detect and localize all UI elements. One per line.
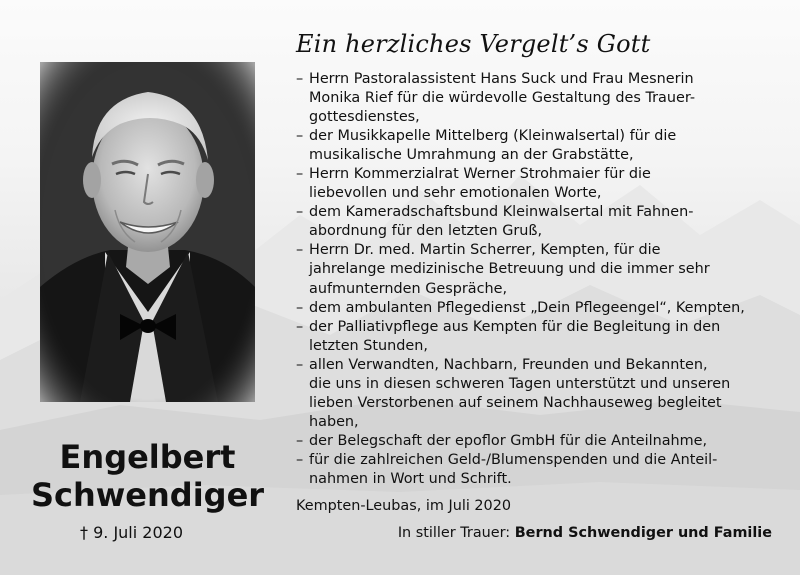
list-dash: – (296, 356, 304, 373)
thanks-line: haben, (309, 413, 359, 430)
portrait-photo (40, 62, 255, 402)
thanks-line: allen Verwandten, Nachbarn, Freunden und Bekannten, – (296, 356, 781, 375)
thanks-line: Herrn Dr. med. Martin Scherrer, Kempten, für die – (296, 241, 781, 260)
thanks-line: letzten Stunden, (309, 337, 428, 354)
thanks-line: abordnung für den letzten Gruß, (309, 223, 543, 240)
thanks-line: Herrn Pastoralassistent Hans Suck und Frau Mesnerin – (296, 70, 781, 89)
list-dash: – (296, 128, 304, 145)
thanks-list (296, 70, 781, 489)
thanks-line: lieben Verstorbenen auf seinem Nachhauseweg begleitet (309, 394, 722, 411)
thanks-line: dem ambulanten Pflegedienst „Dein Pflegeengel“, Kempten, – (296, 299, 781, 318)
list-dash: – (296, 166, 304, 183)
place-and-date: Kempten-Leubas, im Juli 2020 (296, 498, 512, 514)
thanks-line: aufmunternden Gespräche, (309, 280, 508, 297)
thanks-title: Ein herzliches Vergelt’s Gott (296, 30, 651, 58)
thanks-line: der Palliativpflege aus Kempten für die Begleitung in den – (296, 318, 781, 337)
thanks-line: der Belegschaft der epoflor GmbH für die Anteilnahme, – (296, 432, 781, 451)
deceased-name (30, 438, 265, 514)
thanks-line: nahmen in Wort und Schrift. (309, 470, 512, 487)
deceased-first-name: Engelbert (59, 438, 236, 476)
thanks-line: Herrn Kommerzialrat Werner Strohmaier für die – (296, 165, 781, 184)
thanks-line: musikalische Umrahmung an der Grabstätte, (309, 147, 634, 164)
thanks-line: Monika Rief für die würdevolle Gestaltung des Trauer- (309, 90, 696, 107)
thanks-line: der Musikkapelle Mittelberg (Kleinwalsertal) für die – (296, 127, 781, 146)
thanks-line: die uns in diesen schweren Tagen unterstützt und unseren (309, 375, 731, 392)
list-dash: – (296, 71, 304, 87)
thanks-line: für die zahlreichen Geld-/Blumenspenden und die Anteil- – (296, 451, 781, 470)
thanks-line: gottesdienstes, (309, 109, 420, 126)
deceased-last-name: Schwendiger (30, 476, 265, 514)
list-dash: – (296, 242, 304, 259)
portrait-illustration (40, 62, 255, 402)
thanks-line: dem Kameradschaftsbund Kleinwalsertal mit Fahnen- – (296, 203, 781, 222)
death-date: † 9. Juli 2020 (80, 523, 183, 542)
thanks-line: liebevollen und sehr emotionalen Worte, (309, 185, 602, 202)
list-dash: – (296, 318, 304, 335)
list-dash: – (296, 299, 304, 316)
mourning-label: In stiller Trauer: (397, 525, 511, 541)
mourners-names: Bernd Schwendiger und Familie (514, 525, 772, 541)
list-dash: – (296, 432, 304, 449)
mourners-line (398, 525, 772, 541)
thanks-line: jahrelange medizinische Betreuung und die immer sehr (309, 261, 710, 278)
list-dash: – (296, 451, 304, 468)
list-dash: – (296, 204, 304, 221)
